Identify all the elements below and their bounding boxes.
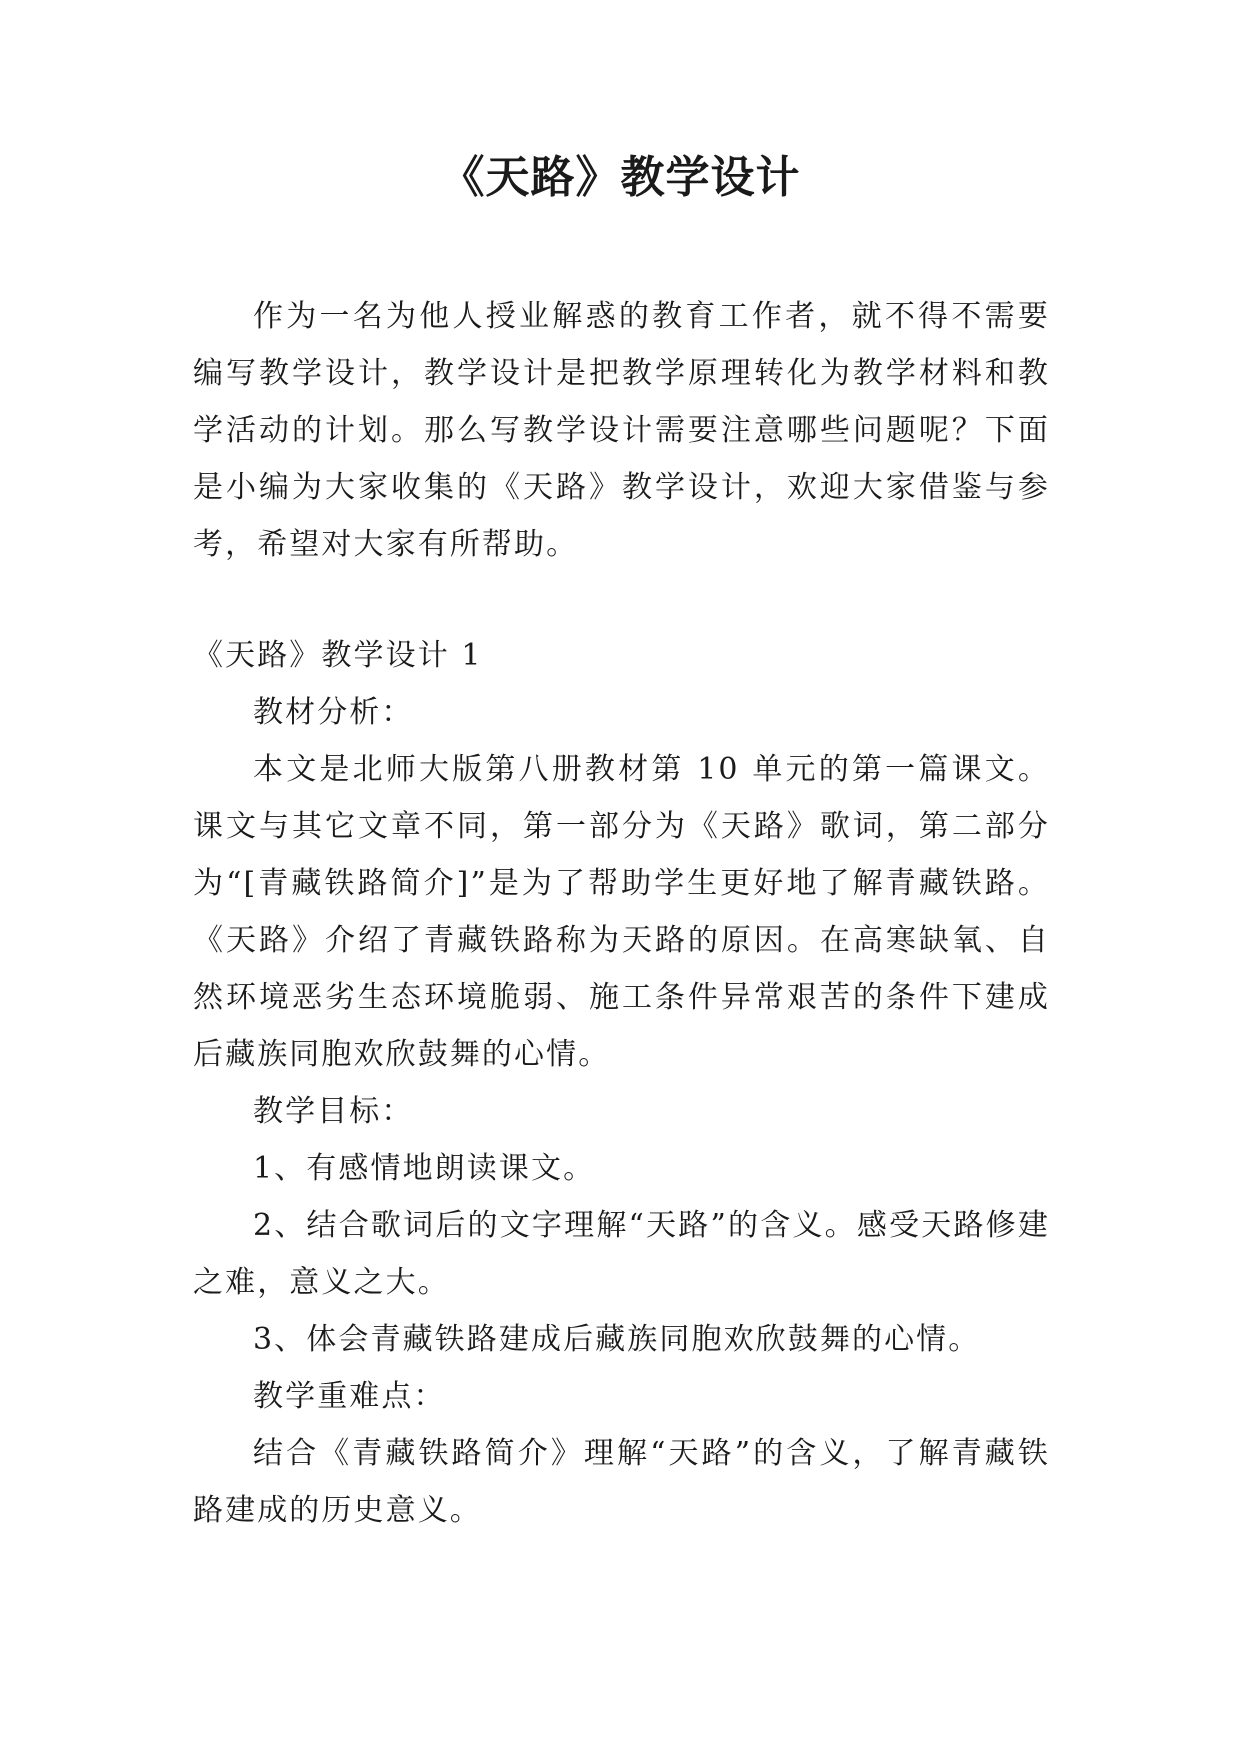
document-body <box>193 288 1050 1539</box>
keypoints-heading: 教学重难点： <box>253 1379 446 1414</box>
goal-item: 3、体会青藏铁路建成后藏族同胞欢欣鼓舞的心情。 <box>253 1322 981 1357</box>
goal-item: 2、结合歌词后的文字理解“天路”的含义。感受天路修建之难，意义之大。 <box>193 1208 1050 1300</box>
material-heading: 教材分析： <box>253 695 414 730</box>
goals-heading: 教学目标： <box>253 1094 414 1129</box>
intro-paragraph: 作为一名为他人授业解惑的教育工作者，就不得不需要编写教学设计，教学设计是把教学原理转化为教学材料和教学活动的计划。那么写教学设计需要注意哪些问题呢？下面是小编为大家收集的《天路》教学设计，欢迎大家借鉴与参考，希望对大家有所帮助。 <box>193 299 1050 562</box>
document-title: 《天路》教学设计 <box>440 152 801 203</box>
material-paragraph: 本文是北师大版第八册教材第 10 单元的第一篇课文。课文与其它文章不同，第一部分为《天路》歌词，第二部分为“[青藏铁路简介]”是为了帮助学生更好地了解青藏铁路。《天路》介绍了青藏铁路称为天路的原因。在高寒缺氧、自然环境恶劣生态环境脆弱、施工条件异常艰苦的条件下建成后藏族同胞欢欣鼓舞的心情。 <box>193 752 1050 1072</box>
goal-item: 1、有感情地朗读课文。 <box>253 1151 596 1186</box>
keypoints-paragraph: 结合《青藏铁路简介》理解“天路”的含义，了解青藏铁路建成的历史意义。 <box>193 1436 1050 1528</box>
section-heading: 《天路》教学设计 1 <box>193 638 483 673</box>
